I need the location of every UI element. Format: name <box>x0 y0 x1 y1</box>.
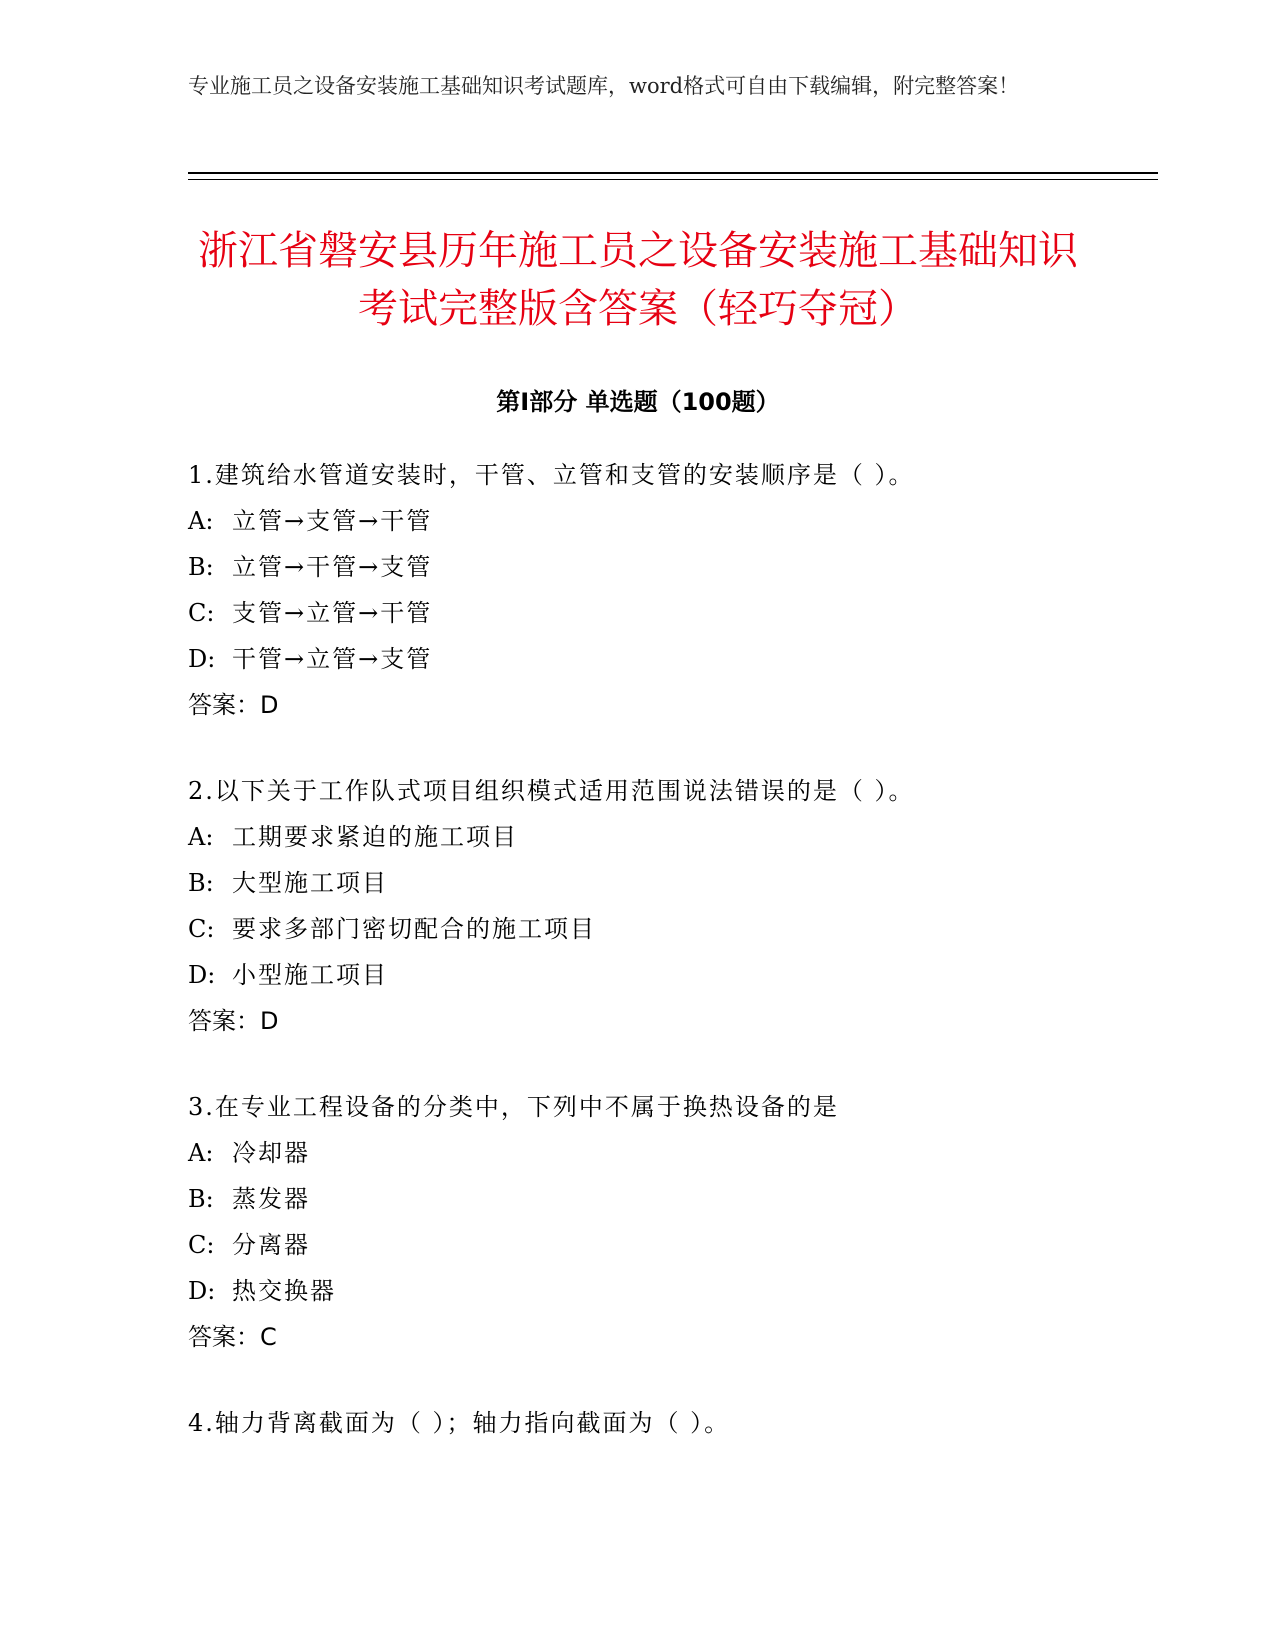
option-text: 要求多部门密切配合的施工项目 <box>232 915 596 943</box>
option-text: 小型施工项目 <box>232 961 388 989</box>
question-stem: 4.轴力背离截面为（ ）；轴力指向截面为（ ）。 <box>188 1409 731 1437</box>
option-a <box>188 814 1138 860</box>
option-text: 分离器 <box>232 1231 310 1259</box>
option-b <box>188 860 1138 906</box>
option-text: 支管→立管→干管 <box>232 599 433 627</box>
answer-prefix: 答案： <box>188 1323 260 1351</box>
option-label: A: <box>188 823 214 851</box>
answer-value: D <box>260 691 279 719</box>
option-a <box>188 498 1138 544</box>
answer-line <box>188 682 1138 728</box>
option-text: 冷却器 <box>232 1139 310 1167</box>
option-label: A: <box>188 1139 214 1167</box>
option-b <box>188 1176 1138 1222</box>
option-label: C: <box>188 1231 215 1259</box>
answer-line <box>188 998 1138 1044</box>
header-note: 专业施工员之设备安装施工基础知识考试题库，word格式可自由下载编辑，附完整答案！ <box>188 74 1020 98</box>
answer-prefix: 答案： <box>188 1007 260 1035</box>
question-4 <box>188 1400 1138 1446</box>
option-text: 热交换器 <box>232 1277 336 1305</box>
option-b <box>188 544 1138 590</box>
question-1 <box>188 452 1138 728</box>
question-stem: 2.以下关于工作队式项目组织模式适用范围说法错误的是（ ）。 <box>188 777 915 805</box>
question-2 <box>188 768 1138 1044</box>
option-text: 蒸发器 <box>232 1185 310 1213</box>
option-c <box>188 590 1138 636</box>
option-c <box>188 906 1138 952</box>
option-label: A: <box>188 507 214 535</box>
answer-line <box>188 1314 1138 1360</box>
section-heading: 第I部分 单选题（100题） <box>496 388 780 416</box>
option-label: D: <box>188 1277 216 1305</box>
option-label: B: <box>188 869 214 897</box>
option-c <box>188 1222 1138 1268</box>
option-label: C: <box>188 915 215 943</box>
option-label: B: <box>188 1185 214 1213</box>
question-stem: 3.在专业工程设备的分类中，下列中不属于换热设备的是 <box>188 1093 839 1121</box>
option-text: 大型施工项目 <box>232 869 388 897</box>
option-label: B: <box>188 553 214 581</box>
question-stem: 1.建筑给水管道安装时，干管、立管和支管的安装顺序是（ ）。 <box>188 461 915 489</box>
header-divider-thick <box>188 172 1158 174</box>
option-text: 立管→支管→干管 <box>232 507 433 535</box>
option-text: 工期要求紧迫的施工项目 <box>232 823 518 851</box>
question-3 <box>188 1084 1138 1360</box>
option-label: D: <box>188 645 216 673</box>
option-label: C: <box>188 599 215 627</box>
option-text: 干管→立管→支管 <box>232 645 433 673</box>
document-title: 浙江省磐安县历年施工员之设备安装施工基础知识考试完整版含答案（轻巧夺冠） <box>198 228 1078 332</box>
option-text: 立管→干管→支管 <box>232 553 433 581</box>
option-d <box>188 1268 1138 1314</box>
answer-value: C <box>260 1323 277 1351</box>
option-label: D: <box>188 961 216 989</box>
option-d <box>188 636 1138 682</box>
option-d <box>188 952 1138 998</box>
answer-value: D <box>260 1007 279 1035</box>
header-divider-thin <box>188 179 1158 180</box>
option-a <box>188 1130 1138 1176</box>
answer-prefix: 答案： <box>188 691 260 719</box>
